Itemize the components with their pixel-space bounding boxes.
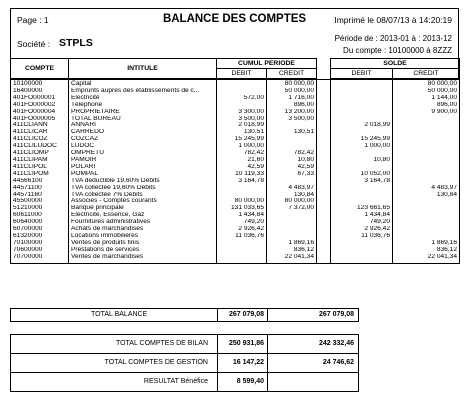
row-cumul-debit — [217, 247, 267, 254]
row-solde-debit: 10,80 — [331, 157, 393, 164]
table-row — [11, 150, 460, 157]
row-cumul-debit — [217, 254, 267, 263]
row-gap — [317, 122, 331, 129]
row-compte: 70700000 — [11, 254, 69, 263]
row-intitule: TVA collectée 19,60% Débits — [69, 185, 217, 192]
row-cumul-credit: 13 200,00 — [267, 109, 317, 116]
table-row — [11, 205, 460, 212]
row-cumul-credit: 7 372,00 — [267, 205, 317, 212]
row-cumul-debit: 782,42 — [217, 150, 267, 157]
table-row — [11, 102, 460, 109]
row-compte: 411CLIPOL — [11, 164, 69, 171]
summary-debit: 250 931,86 — [228, 340, 264, 347]
row-intitule: PAMOIR — [69, 157, 217, 164]
row-solde-debit: 2 018,99 — [331, 122, 393, 129]
row-cumul-credit — [267, 219, 317, 226]
col-solde-credit: CREDIT — [393, 69, 460, 79]
col-solde: SOLDE — [331, 59, 460, 69]
row-compte: 60700000 — [11, 226, 69, 233]
row-cumul-debit — [217, 88, 267, 95]
balance-table — [10, 58, 460, 264]
row-cumul-debit: 749,20 — [217, 219, 267, 226]
row-cumul-debit: 21,60 — [217, 157, 267, 164]
row-intitule: Téléphone — [69, 102, 217, 109]
row-cumul-debit: 131 033,65 — [217, 205, 267, 212]
row-gap — [317, 102, 331, 109]
row-compte: 411CLICOZ — [11, 136, 69, 143]
row-gap — [317, 143, 331, 150]
table-row — [11, 247, 460, 254]
total-balance-debit: 267 079,08 — [228, 311, 264, 318]
row-solde-credit: 4 483,97 — [393, 185, 460, 192]
row-compte: 60611000 — [11, 212, 69, 219]
summary-row — [11, 354, 358, 373]
row-cumul-debit: 572,00 — [217, 95, 267, 102]
row-cumul-debit — [217, 79, 267, 88]
row-compte: 411CLILUDOC — [11, 143, 69, 150]
compte-range: Du compte : 10100000 à 8ZZZ — [343, 46, 452, 55]
row-compte: 401FO000005 — [11, 116, 69, 123]
row-compte: 401FO000001 — [11, 95, 69, 102]
row-gap — [317, 164, 331, 171]
row-solde-credit — [393, 205, 460, 212]
row-intitule: POMPAL — [69, 171, 217, 178]
row-cumul-debit: 2 018,99 — [217, 122, 267, 129]
row-solde-credit: 1 869,16 — [393, 240, 460, 247]
total-balance-label: TOTAL BALANCE — [91, 311, 148, 318]
row-cumul-credit — [267, 178, 317, 185]
row-compte: 411CLIOMP — [11, 150, 69, 157]
row-cumul-credit: 80 000,00 — [267, 198, 317, 205]
table-row — [11, 192, 460, 199]
row-intitule: Achats de marchandises — [69, 226, 217, 233]
row-cumul-debit: 3 300,00 — [217, 109, 267, 116]
col-intitule: INTITULE — [69, 59, 217, 79]
row-gap — [317, 116, 331, 123]
row-cumul-debit: 130,51 — [217, 129, 267, 136]
row-solde-credit — [393, 178, 460, 185]
table-row — [11, 164, 460, 171]
row-compte: 70100000 — [11, 240, 69, 247]
table-row — [11, 109, 460, 116]
table-row — [11, 171, 460, 178]
row-intitule: ANNARI — [69, 122, 217, 129]
col-cumul-credit: CREDIT — [267, 69, 317, 79]
row-cumul-debit: 10 119,33 — [217, 171, 267, 178]
summary-credit: 24 746,62 — [322, 359, 354, 366]
row-cumul-credit — [267, 212, 317, 219]
row-solde-credit — [393, 233, 460, 240]
row-gap — [317, 88, 331, 95]
table-row — [11, 95, 460, 102]
row-solde-credit: 9 900,00 — [393, 109, 460, 116]
row-intitule: Electricité — [69, 95, 217, 102]
row-compte: 60640000 — [11, 219, 69, 226]
row-cumul-credit — [267, 136, 317, 143]
row-solde-credit: 896,00 — [393, 102, 460, 109]
balance-table-wrapper — [10, 58, 459, 264]
col-cumul-periode: CUMUL PERIODE — [217, 59, 317, 69]
row-solde-debit — [331, 95, 393, 102]
table-row — [11, 212, 460, 219]
summary-label: TOTAL COMPTES DE GESTION — [104, 359, 208, 366]
row-gap — [317, 185, 331, 192]
row-compte: 44571100 — [11, 185, 69, 192]
row-solde-credit: 80 000,00 — [393, 79, 460, 88]
row-compte: 411CLIPAM — [11, 157, 69, 164]
row-gap — [317, 109, 331, 116]
row-cumul-credit: 1 716,00 — [267, 95, 317, 102]
row-solde-debit: 2 926,42 — [331, 226, 393, 233]
row-gap — [317, 212, 331, 219]
row-cumul-credit: 836,12 — [267, 247, 317, 254]
row-cumul-credit: 130,84 — [267, 192, 317, 199]
row-gap — [317, 171, 331, 178]
row-solde-debit — [331, 164, 393, 171]
summary-credit: 242 332,46 — [318, 340, 354, 347]
row-solde-debit — [331, 116, 393, 123]
row-compte: 401FO000004 — [11, 109, 69, 116]
row-intitule: CARREDO — [69, 129, 217, 136]
row-compte: 44566100 — [11, 178, 69, 185]
row-cumul-debit: 11 036,76 — [217, 233, 267, 240]
row-solde-debit: 749,20 — [331, 219, 393, 226]
row-intitule: TOTAL BUREAU — [69, 116, 217, 123]
row-solde-debit — [331, 150, 393, 157]
summary-box — [10, 334, 359, 392]
row-cumul-credit: 80 000,00 — [267, 79, 317, 88]
table-row — [11, 136, 460, 143]
row-solde-credit — [393, 150, 460, 157]
row-intitule: COZCAZ — [69, 136, 217, 143]
societe-value: STPLS — [59, 37, 93, 49]
report-title: BALANCE DES COMPTES — [162, 13, 307, 25]
row-intitule: Banque principale — [69, 205, 217, 212]
table-row — [11, 122, 460, 129]
row-intitule: PROPRIETAIRE — [69, 109, 217, 116]
summary-label: TOTAL COMPTES DE BILAN — [115, 340, 208, 347]
row-cumul-debit: 1 434,84 — [217, 212, 267, 219]
row-compte: 44571160 — [11, 192, 69, 199]
balance-rows — [11, 79, 460, 264]
table-row — [11, 185, 460, 192]
row-intitule: Capital — [69, 79, 217, 88]
row-compte: 70600000 — [11, 247, 69, 254]
row-intitule: Fournitures administratives — [69, 219, 217, 226]
row-cumul-credit — [267, 122, 317, 129]
row-intitule: Electricité, Essence, Gaz — [69, 212, 217, 219]
row-gap — [317, 95, 331, 102]
row-solde-credit — [393, 219, 460, 226]
row-cumul-debit: 3 500,00 — [217, 116, 267, 123]
row-intitule: TVA déductible 19,60% Débits — [69, 178, 217, 185]
row-solde-debit — [331, 254, 393, 263]
row-cumul-credit: 50 000,00 — [267, 88, 317, 95]
periode-range: Période de : 2013-01 à : 2013-12 — [334, 34, 452, 43]
row-cumul-debit: 3 164,78 — [217, 178, 267, 185]
col-solde-debit: DEBIT — [331, 69, 393, 79]
row-cumul-credit: 3 500,00 — [267, 116, 317, 123]
row-solde-debit — [331, 109, 393, 116]
row-solde-credit — [393, 136, 460, 143]
row-solde-credit — [393, 129, 460, 136]
row-solde-debit: 1 434,84 — [331, 212, 393, 219]
row-solde-debit — [331, 185, 393, 192]
table-row — [11, 198, 460, 205]
row-cumul-credit: 22 041,34 — [267, 254, 317, 263]
row-solde-credit: 22 041,34 — [393, 254, 460, 263]
row-compte: 51210000 — [11, 205, 69, 212]
row-solde-credit — [393, 171, 460, 178]
row-cumul-debit: 42,59 — [217, 164, 267, 171]
row-cumul-debit: 15 245,99 — [217, 136, 267, 143]
row-intitule: Associés - Comptes courants — [69, 198, 217, 205]
table-row — [11, 219, 460, 226]
row-gap — [317, 247, 331, 254]
table-row — [11, 143, 460, 150]
row-cumul-debit: 2 926,42 — [217, 226, 267, 233]
row-intitule: Ventes de produits finis — [69, 240, 217, 247]
row-solde-credit: 836,12 — [393, 247, 460, 254]
row-gap — [317, 150, 331, 157]
row-solde-credit — [393, 122, 460, 129]
table-row — [11, 79, 460, 88]
row-solde-credit — [393, 116, 460, 123]
row-solde-credit: 130,84 — [393, 192, 460, 199]
row-gap — [317, 178, 331, 185]
page-number: Page : 1 — [17, 15, 49, 25]
table-row — [11, 178, 460, 185]
row-cumul-credit — [267, 143, 317, 150]
row-intitule: LUDOC — [69, 143, 217, 150]
row-cumul-credit — [267, 226, 317, 233]
col-compte: COMPTE — [11, 59, 69, 79]
row-solde-credit — [393, 212, 460, 219]
row-solde-debit: 1 000,00 — [331, 143, 393, 150]
row-gap — [317, 136, 331, 143]
row-solde-credit — [393, 143, 460, 150]
row-solde-debit — [331, 192, 393, 199]
row-gap — [317, 157, 331, 164]
row-solde-credit — [393, 198, 460, 205]
row-solde-debit: 3 164,78 — [331, 178, 393, 185]
row-solde-debit: 15 245,99 — [331, 136, 393, 143]
row-compte: 411CLIPOM — [11, 171, 69, 178]
table-row — [11, 233, 460, 240]
summary-row — [11, 373, 358, 391]
row-cumul-credit: 10,80 — [267, 157, 317, 164]
print-timestamp: Imprimé le 08/07/13 à 14:20:19 — [334, 15, 452, 25]
col-cumul-debit: DEBIT — [217, 69, 267, 79]
row-cumul-debit — [217, 240, 267, 247]
row-intitule: Locations immobilières — [69, 233, 217, 240]
row-compte: 10100000 — [11, 79, 69, 88]
row-cumul-credit: 4 483,97 — [267, 185, 317, 192]
table-row — [11, 116, 460, 123]
summary-row — [11, 335, 358, 354]
row-cumul-debit: 1 000,00 — [217, 143, 267, 150]
row-intitule: POLARI — [69, 164, 217, 171]
societe-label: Société : — [17, 39, 51, 49]
row-solde-debit — [331, 88, 393, 95]
row-compte: 401FO000002 — [11, 102, 69, 109]
row-solde-debit — [331, 102, 393, 109]
row-intitule: Emprunts auprès des établissements de c... — [69, 88, 217, 95]
row-cumul-credit: 42,59 — [267, 164, 317, 171]
row-solde-credit — [393, 226, 460, 233]
row-cumul-credit — [267, 233, 317, 240]
table-row — [11, 226, 460, 233]
row-compte: 411CLICAR — [11, 129, 69, 136]
row-cumul-debit: 80 000,00 — [217, 198, 267, 205]
row-solde-debit: 123 661,65 — [331, 205, 393, 212]
total-balance-credit: 267 079,08 — [318, 311, 354, 318]
row-cumul-debit — [217, 185, 267, 192]
row-gap — [317, 79, 331, 88]
row-solde-debit — [331, 247, 393, 254]
table-row — [11, 254, 460, 263]
row-gap — [317, 198, 331, 205]
row-intitule: OMPRETU — [69, 150, 217, 157]
row-gap — [317, 129, 331, 136]
row-gap — [317, 219, 331, 226]
table-row — [11, 157, 460, 164]
row-cumul-debit — [217, 102, 267, 109]
row-intitule: TVA collectée 7% Débits — [69, 192, 217, 199]
row-solde-credit — [393, 157, 460, 164]
summary-label: RESULTAT Bénéfice — [143, 378, 208, 385]
table-row — [11, 129, 460, 136]
row-solde-debit — [331, 198, 393, 205]
summary-debit: 16 147,22 — [232, 359, 264, 366]
row-gap — [317, 205, 331, 212]
row-cumul-credit: 130,51 — [267, 129, 317, 136]
table-row — [11, 88, 460, 95]
row-compte: 61320000 — [11, 233, 69, 240]
row-solde-debit: 11 036,76 — [331, 233, 393, 240]
row-gap — [317, 254, 331, 263]
row-cumul-credit: 1 869,16 — [267, 240, 317, 247]
row-cumul-credit: 782,42 — [267, 150, 317, 157]
row-intitule: Prestations de services — [69, 247, 217, 254]
row-gap — [317, 240, 331, 247]
row-compte: 411CLIANN — [11, 122, 69, 129]
row-solde-debit — [331, 240, 393, 247]
row-gap — [317, 192, 331, 199]
row-solde-credit: 1 144,00 — [393, 95, 460, 102]
row-solde-credit: 50 000,00 — [393, 88, 460, 95]
row-gap — [317, 226, 331, 233]
col-gap — [317, 59, 331, 79]
row-intitule: Ventes de marchandises — [69, 254, 217, 263]
row-cumul-credit: 67,33 — [267, 171, 317, 178]
row-gap — [317, 233, 331, 240]
row-solde-debit — [331, 79, 393, 88]
row-solde-debit: 10 052,00 — [331, 171, 393, 178]
total-balance-box — [10, 308, 359, 322]
row-compte: 45500000 — [11, 198, 69, 205]
table-row — [11, 240, 460, 247]
summary-debit: 8 599,40 — [236, 378, 264, 385]
row-cumul-debit — [217, 192, 267, 199]
row-solde-credit — [393, 164, 460, 171]
row-compte: 16400000 — [11, 88, 69, 95]
row-cumul-credit: 896,00 — [267, 102, 317, 109]
row-solde-debit — [331, 129, 393, 136]
